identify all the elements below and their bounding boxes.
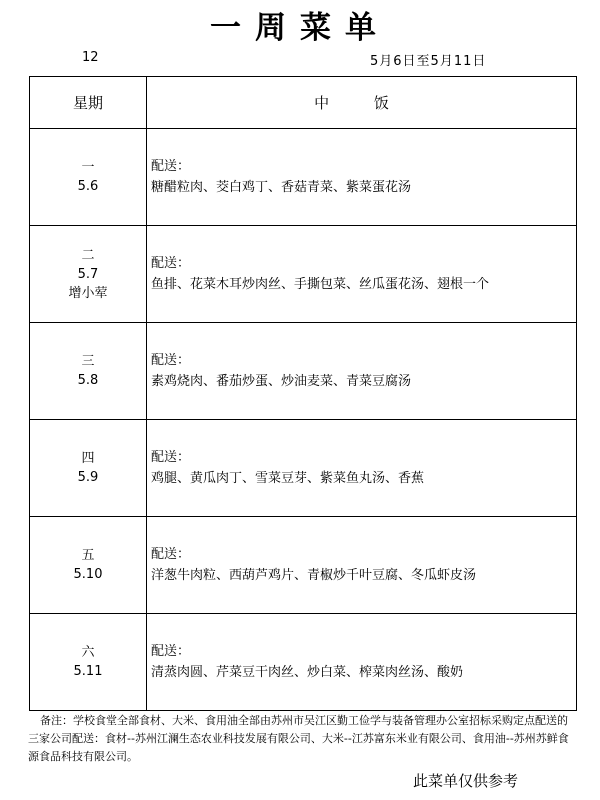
day-cell	[30, 614, 147, 711]
header-row	[30, 77, 577, 129]
table-row	[30, 226, 577, 323]
reference-note: 此菜单仅供参考	[413, 772, 519, 790]
day-cell	[30, 420, 147, 517]
delivery-label: 配送：	[151, 547, 191, 562]
meal-cell	[147, 323, 577, 420]
day-name: 一	[81, 160, 95, 175]
day-name: 六	[81, 645, 95, 660]
week-number: 12	[82, 50, 99, 65]
delivery-label: 配送：	[151, 256, 191, 271]
dish-list: 鱼排、花菜木耳炒肉丝、手撕包菜、丝瓜蛋花汤、翅根一个	[151, 277, 490, 292]
day-name: 四	[81, 451, 95, 466]
meal-cell	[147, 129, 577, 226]
dish-list: 素鸡烧肉、番茄炒蛋、炒油麦菜、青菜豆腐汤	[151, 374, 412, 389]
dish-list: 清蒸肉圆、芹菜豆干肉丝、炒白菜、榨菜肉丝汤、酸奶	[151, 665, 464, 680]
delivery-label: 配送：	[151, 644, 191, 659]
day-cell	[30, 323, 147, 420]
day-cell	[30, 517, 147, 614]
delivery-label: 配送：	[151, 450, 191, 465]
menu-table	[29, 76, 577, 711]
day-name: 三	[81, 354, 95, 369]
day-name: 五	[81, 548, 95, 563]
day-date: 5.6	[77, 179, 99, 194]
table-row	[30, 129, 577, 226]
day-cell	[30, 226, 147, 323]
delivery-label: 配送：	[151, 353, 191, 368]
table-row	[30, 420, 577, 517]
delivery-label: 配送：	[151, 159, 191, 174]
dish-list: 洋葱牛肉粒、西葫芦鸡片、青椒炒千叶豆腐、冬瓜虾皮汤	[151, 568, 477, 583]
day-date: 5.7	[77, 266, 99, 282]
table-row	[30, 614, 577, 711]
day-extra: 增小荤	[68, 285, 108, 301]
table-row	[30, 517, 577, 614]
lunch-column-header: 中 饭	[147, 77, 577, 129]
table-row	[30, 323, 577, 420]
date-range: 5月6日至5月11日	[370, 54, 487, 69]
day-date: 5.10	[73, 567, 103, 582]
day-column-header: 星期	[30, 77, 147, 129]
day-date: 5.8	[77, 373, 99, 388]
meal-cell	[147, 226, 577, 323]
dish-list: 鸡腿、黄瓜肉丁、雪菜豆芽、紫菜鱼丸汤、香蕉	[151, 471, 425, 486]
day-name: 二	[81, 247, 95, 263]
meal-cell	[147, 614, 577, 711]
day-cell	[30, 129, 147, 226]
day-date: 5.11	[73, 664, 103, 679]
dish-list: 糖醋粒肉、茭白鸡丁、香菇青菜、紫菜蛋花汤	[151, 180, 412, 195]
meal-cell	[147, 517, 577, 614]
day-date: 5.9	[77, 470, 99, 485]
meal-cell	[147, 420, 577, 517]
menu-title: 一周菜单	[210, 10, 390, 46]
footnote: 备注：学校食堂全部食材、大米、食用油全部由苏州市吴江区勤工俭学与装备管理办公室招标采购定点配送的三家公司配送：食材--苏州江澜生态农业科技发展有限公司、大米--江苏富东米业有限公司、食用油--苏州苏鲜食源食品科技有限公司。	[28, 714, 569, 763]
